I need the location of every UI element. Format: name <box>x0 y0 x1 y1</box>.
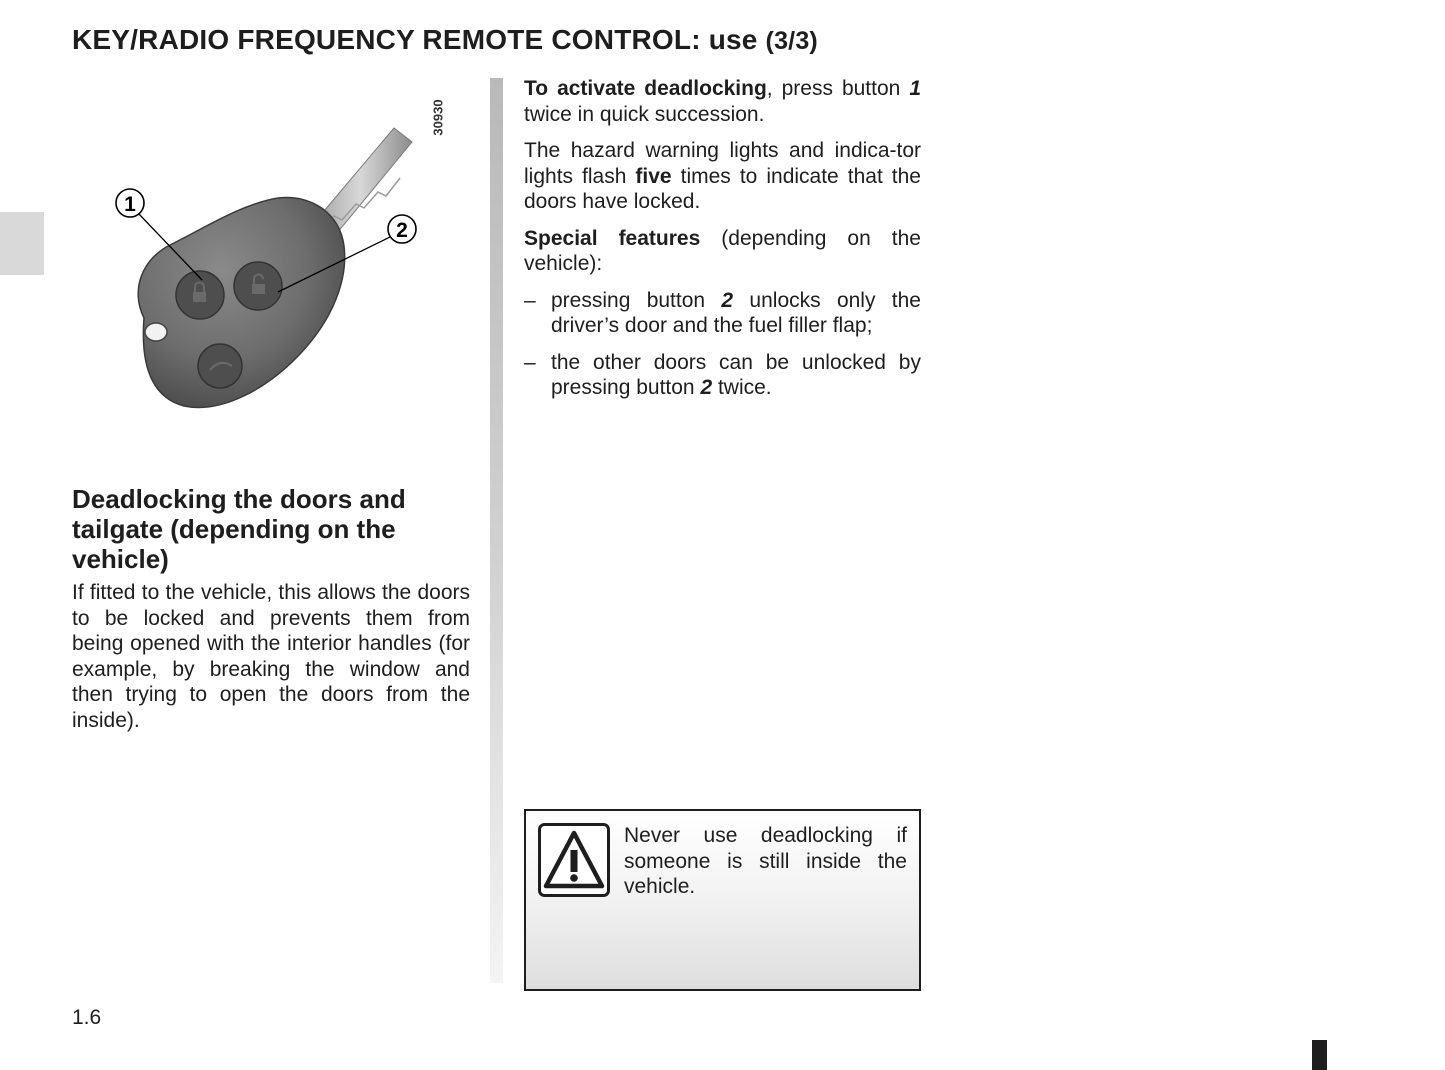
page-title-main: KEY/RADIO FREQUENCY REMOTE CONTROL: use <box>72 24 758 55</box>
hazard-lights-paragraph: The hazard warning lights and indica-tor lights flash five times to indicate that the doors have locked. <box>524 139 921 213</box>
unlock-button-icon <box>234 262 282 310</box>
warning-text: Never use deadlocking if someone is still inside the vehicle. <box>624 824 907 898</box>
callout-1-label: 1 <box>124 193 136 216</box>
page-title-part: (3/3) <box>765 27 818 55</box>
page-title <box>72 24 818 56</box>
callout-2-label: 2 <box>396 219 408 242</box>
section-side-tab <box>0 212 44 275</box>
remote-key-illustration <box>72 80 477 440</box>
list-item: – the other doors can be unlocked by pressing button 2 twice. <box>524 350 921 399</box>
special-features-paragraph: Special features (depending on the vehicle): <box>524 226 921 275</box>
list-item: – pressing button 2 unlocks only the driver’s door and the fuel filler flap; <box>524 288 921 337</box>
warning-box <box>524 809 921 991</box>
activate-deadlocking-paragraph: To activate deadlocking, press button 1 twice in quick succession. <box>524 77 921 126</box>
instructions-column <box>524 76 921 412</box>
deadlocking-section <box>72 484 470 733</box>
section-body: If fitted to the vehicle, this allows the doors to be locked and prevents them from being opened with the interior handles (for example, by breaking the window and then trying to open the doors from the inside). <box>72 581 470 732</box>
page-number: 1.6 <box>72 1006 102 1029</box>
warning-triangle-icon <box>538 823 610 897</box>
figure-code: 30930 <box>430 99 446 136</box>
section-heading: Deadlocking the doors and tailgate (depending on the vehicle) <box>72 484 406 574</box>
boot-button-icon <box>198 344 242 388</box>
column-divider <box>490 78 503 983</box>
page-edge-marker <box>1312 1040 1327 1070</box>
